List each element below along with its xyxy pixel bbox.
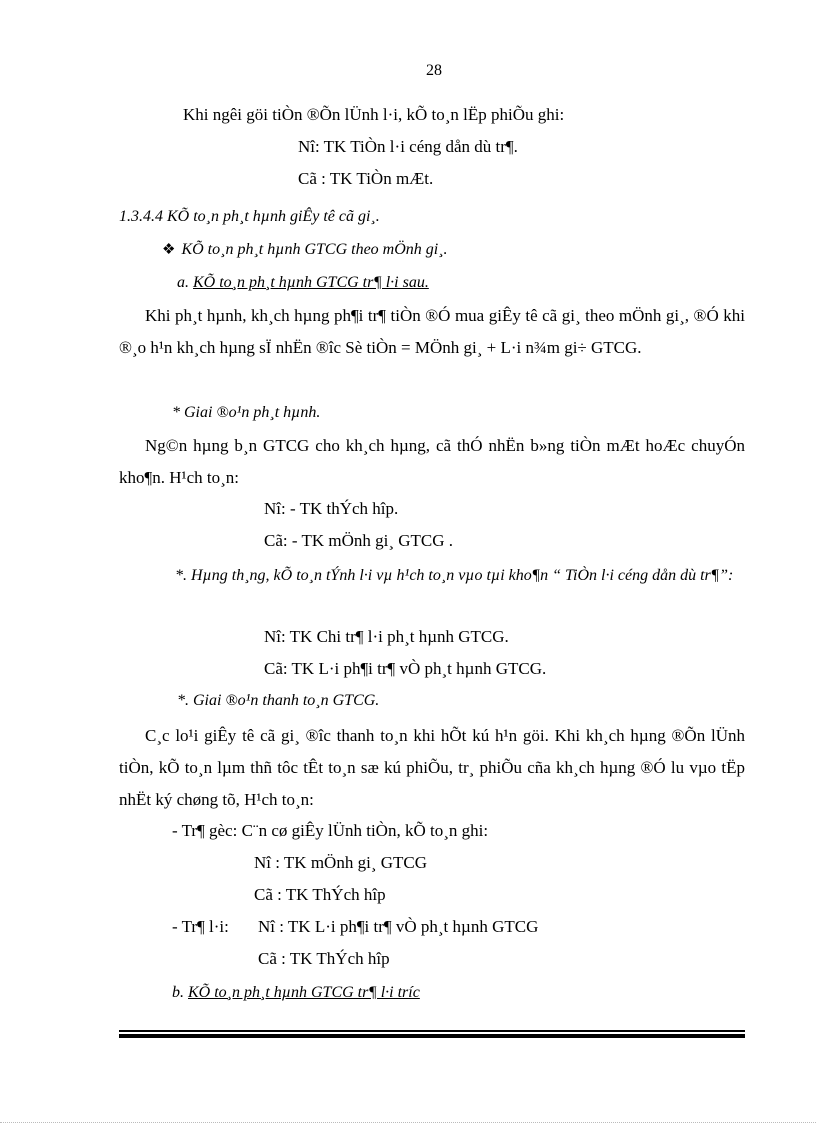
text-line: Cã: - TK mÖnh gi¸ GTCG . (264, 531, 454, 550)
subsection-prefix: a. (177, 274, 193, 291)
paragraph: Khi ph¸t hµnh, kh¸ch hµng ph¶i tr¶ tiÒn ®Ó mua giÊy tê cã gi¸ theo mÖnh gi¸, ®Ó khi ®¸o h¹n kh¸ch hµng sÏ nhËn ®îc Sè tiÒn = MÖnh gi¸ + L·i n¾m gi÷ GTCG. (119, 306, 745, 357)
footer-rule (119, 1030, 745, 1032)
section-heading: 1.3.4.4 KÕ to¸n ph¸t hµnh giÊy tê cã gi¸. (119, 208, 380, 225)
text-line: Nî: - TK thÝch hîp. (264, 499, 399, 518)
paragraph: C¸c lo¹i giÊy tê cã gi¸ ®îc thanh to¸n khi hÕt kú h¹n göi. Khi kh¸ch hµng ®Õn lÜnh tiÒn, kÕ to¸n lµm thñ tôc tÊt to¸n sæ kú phiÕu, tr¸ phiÕu cña kh¸ch hµng ®Ó lu vµo tËp nhËt ký chøng tõ, H¹ch to¸n: (119, 726, 745, 809)
text-line: Cã : TK TiÒn mÆt. (298, 169, 434, 188)
paragraph: Ng©n hµng b¸n GTCG cho kh¸ch hµng, cã thÓ nhËn b»ng tiÒn mÆt hoÆc chuyÓn kho¶n. H¹ch to¸n: (119, 436, 745, 487)
bullet-heading (162, 238, 448, 261)
paragraph-italic: *. Hµng th¸ng, kÕ to¸n tÝnh l·i vµ h¹ch to¸n vµo tµi kho¶n “ TiÒn l·i céng dån dù tr¶”: (175, 567, 734, 584)
text-line: Nî : TK mÖnh gi¸ GTCG (254, 853, 427, 872)
text-line: Cã: TK L·i ph¶i tr¶ vÒ ph¸t hµnh GTCG. (264, 659, 547, 678)
subsection-title: KÕ to¸n ph¸t hµnh GTCG tr¶ l·i sau. (193, 274, 429, 291)
page-number: 28 (426, 62, 442, 79)
text-line: - Tr¶ l·i: (172, 917, 229, 936)
footer-rule-thick (119, 1034, 745, 1038)
text-line: Cã : TK ThÝch hîp (254, 885, 386, 904)
text-line: Khi ngêi göi tiÒn ®Õn lÜnh l·i, kÕ to¸n lËp phiÕu ghi: (183, 105, 565, 124)
text-line: Cã : TK ThÝch hîp (258, 949, 390, 968)
subsection-title: KÕ to¸n ph¸t hµnh GTCG tr¶ l·i tríc (188, 984, 420, 1001)
diamond-bullet-icon: ❖ (162, 242, 176, 258)
text-line: Nî: TK Chi tr¶ l·i ph¸t hµnh GTCG. (264, 627, 509, 646)
subsection-a (177, 272, 429, 294)
text-line: Nî : TK L·i ph¶i tr¶ vÒ ph¸t hµnh GTCG (258, 917, 539, 936)
text-line: Nî: TK TiÒn l·i céng dån dù tr¶. (298, 137, 518, 156)
subsection-prefix: b. (172, 984, 188, 1001)
stage-heading: * Giai ®o¹n ph¸t hµnh. (172, 404, 321, 421)
stage-heading: *. Giai ®o¹n thanh to¸n GTCG. (177, 692, 380, 709)
subsection-b (172, 982, 420, 1004)
subsection-heading: KÕ to¸n ph¸t hµnh GTCG theo mÖnh gi¸. (181, 241, 448, 258)
text-line: - Tr¶ gèc: C¨n cø giÊy lÜnh tiÒn, kÕ to¸n ghi: (172, 821, 489, 840)
